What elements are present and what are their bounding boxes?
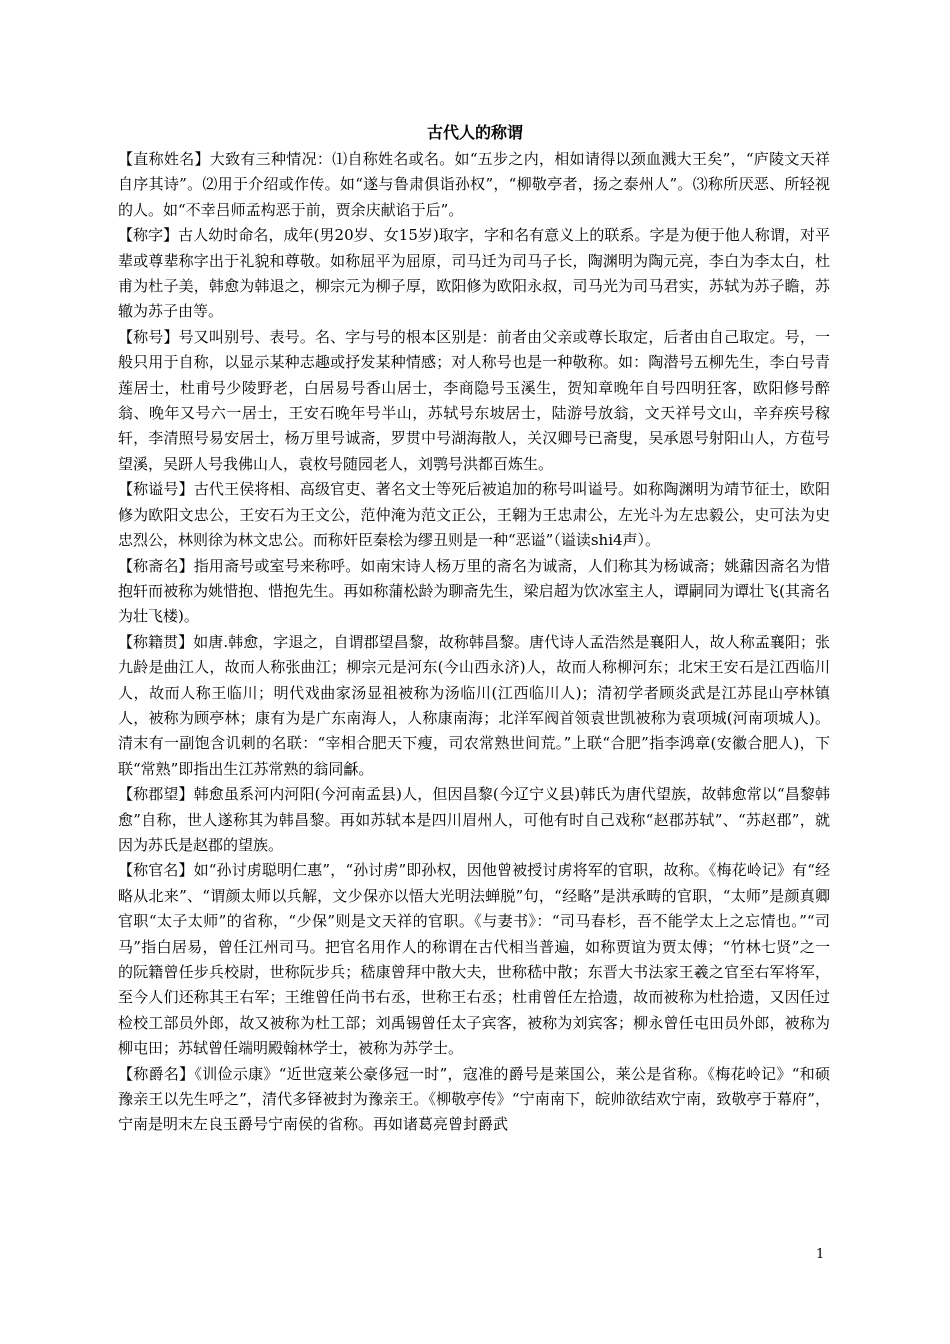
document-title: 古代人的称谓 xyxy=(426,123,523,142)
paragraph-art-name: 【称号】号又叫别号、表号。名、字与号的根本区别是：前者由父亲或尊长取定，后者由自己取定。号，一般只用于自称，以显示某种志趣或抒发某种情感；对人称号也是一种敬称。如：陶潜号五柳先生，李白号青莲居士，杜甫号少陵野老，白居易号香山居士，李商隐号玉溪生，贺知章晚年自号四明狂客，欧阳修号醉翁、晚年又号六一居士，王安石晚年号半山，苏轼号东坡居士，陆游号放翁，文天祥号文山，辛弃疾号稼轩，李清照号易安居士，杨万里号诚斋，罗贯中号湖海散人，关汉卿号已斋叟，吴承恩号射阳山人，方苞号望溪，吴趼人号我佛山人，袁枚号随园老人，刘鹗号洪都百炼生。 xyxy=(118,327,830,473)
paragraph-native-place: 【称籍贯】如唐.韩愈，字退之，自谓郡望昌黎，故称韩昌黎。唐代诗人孟浩然是襄阳人，故人称孟襄阳；张九龄是曲江人，故而人称张曲江；柳宗元是河东(今山西永济)人，故而人称柳河东；北宋王安石是江西临川人，故而人称王临川；明代戏曲家汤显祖被称为汤临川(江西临川人)；清初学者顾炎武是江苏昆山亭林镇人，被称为顾亭林；康有为是广东南海人，人称康南海；北洋军阀首领袁世凯被称为袁项城(河南项城人)。清末有一副饱含讥刺的名联：“宰相合肥天下瘦，司农常熟世间荒。”上联“合肥”指李鸿章(安徽合肥人)，下联“常熟”即指出生江苏常熟的翁同龢。 xyxy=(118,632,830,778)
paragraph-official-title: 【称官名】如“孙讨虏聪明仁惠”，“孙讨虏”即孙权，因他曾被授讨虏将军的官职，故称。《梅花岭记》有“经略从北来”、“谓颜太师以兵解，文少保亦以悟大光明法蝉脱”句，“经略”是洪承畴的官职，“太师”是颜真卿官职“太子太师”的省称，“少保”则是文天祥的官职。《与妻书》：“司马春杉，吾不能学太上之忘情也。”“司马”指白居易，曾任江州司马。把官名用作人的称谓在古代相当普遍，如称贾谊为贾太傅；“竹林七贤”之一的阮籍曾任步兵校尉，世称阮步兵；嵇康曾拜中散大夫，世称嵇中散；东晋大书法家王羲之官至右军将军，至今人们还称其王右军；王维曾任尚书右丞，世称王右丞；杜甫曾任左拾遗，故而被称为杜拾遗，又因任过检校工部员外郎，故又被称为杜工部；刘禹锡曾任太子宾客，被称为刘宾客；柳永曾任屯田员外郎，被称为柳屯田；苏轼曾任端明殿翰林学士，被称为苏学士。 xyxy=(118,861,830,1058)
paragraph-courtesy-name: 【称字】古人幼时命名，成年(男20岁、女15岁)取字，字和名有意义上的联系。字是为便于他人称谓，对平辈或尊辈称字出于礼貌和尊敬。如称屈平为屈原，司马迁为司马子长，陶渊明为陶元亮，李白为李太白，杜甫为杜子美，韩愈为韩退之，柳宗元为柳子厚，欧阳修为欧阳永叔，司马光为司马君实，苏轼为苏子瞻，苏辙为苏子由等。 xyxy=(118,226,830,321)
paragraph-noble-title: 【称爵名】《训俭示康》“近世寇莱公豪侈冠一时”，寇准的爵号是莱国公，莱公是省称。《梅花岭记》“和硕豫亲王以先生呼之”，清代多铎被封为豫亲王。《柳敬亭传》“宁南南下，皖帅欲结欢宁南，致敬亭于幕府”，宁南是明末左良玉爵号宁南侯的省称。再如诸葛亮曾封爵武 xyxy=(118,1064,830,1134)
page-number: 1 xyxy=(816,1247,825,1262)
paragraph-posthumous-name: 【称谥号】古代王侯将相、高级官吏、著名文士等死后被追加的称号叫谥号。如称陶渊明为靖节征士，欧阳修为欧阳文忠公，王安石为王文公，范仲淹为范文正公，王翱为王忠肃公，左光斗为左忠毅公，史可法为史忠烈公，林则徐为林文忠公。而称奸臣秦桧为缪丑则是一种“恶谥”（谥读shi4声）。 xyxy=(118,480,830,550)
paragraph-direct-name: 【直称姓名】大致有三种情况：⑴自称姓名或名。如“五步之内，相如请得以颈血溅大王矣”，“庐陵文天祥自序其诗”。⑵用于介绍或作传。如“遂与鲁肃俱诣孙权”，“柳敬亭者，扬之泰州人”。⑶称所厌恶、所轻视的人。如“不幸吕师孟构恶于前，贾余庆献谄于后”。 xyxy=(118,150,830,219)
paragraph-clan-origin: 【称郡望】韩愈虽系河内河阳(今河南孟县)人，但因昌黎(今辽宁义县)韩氏为唐代望族，故韩愈常以“昌黎韩愈”自称，世人遂称其为韩昌黎。再如苏轼本是四川眉州人，可他有时自己戏称“赵郡苏轼”、“苏赵郡”，就因为苏氏是赵郡的望族。 xyxy=(118,785,830,854)
paragraph-studio-name: 【称斋名】指用斋号或室号来称呼。如南宋诗人杨万里的斋名为诚斋，人们称其为杨诚斋；姚鼐因斋名为惜抱轩而被称为姚惜抱、惜抱先生。再如称蒲松龄为聊斋先生，梁启超为饮冰室主人，谭嗣同为谭壮飞(其斋名为壮飞楼)。 xyxy=(118,556,830,626)
document-body xyxy=(118,147,830,1138)
